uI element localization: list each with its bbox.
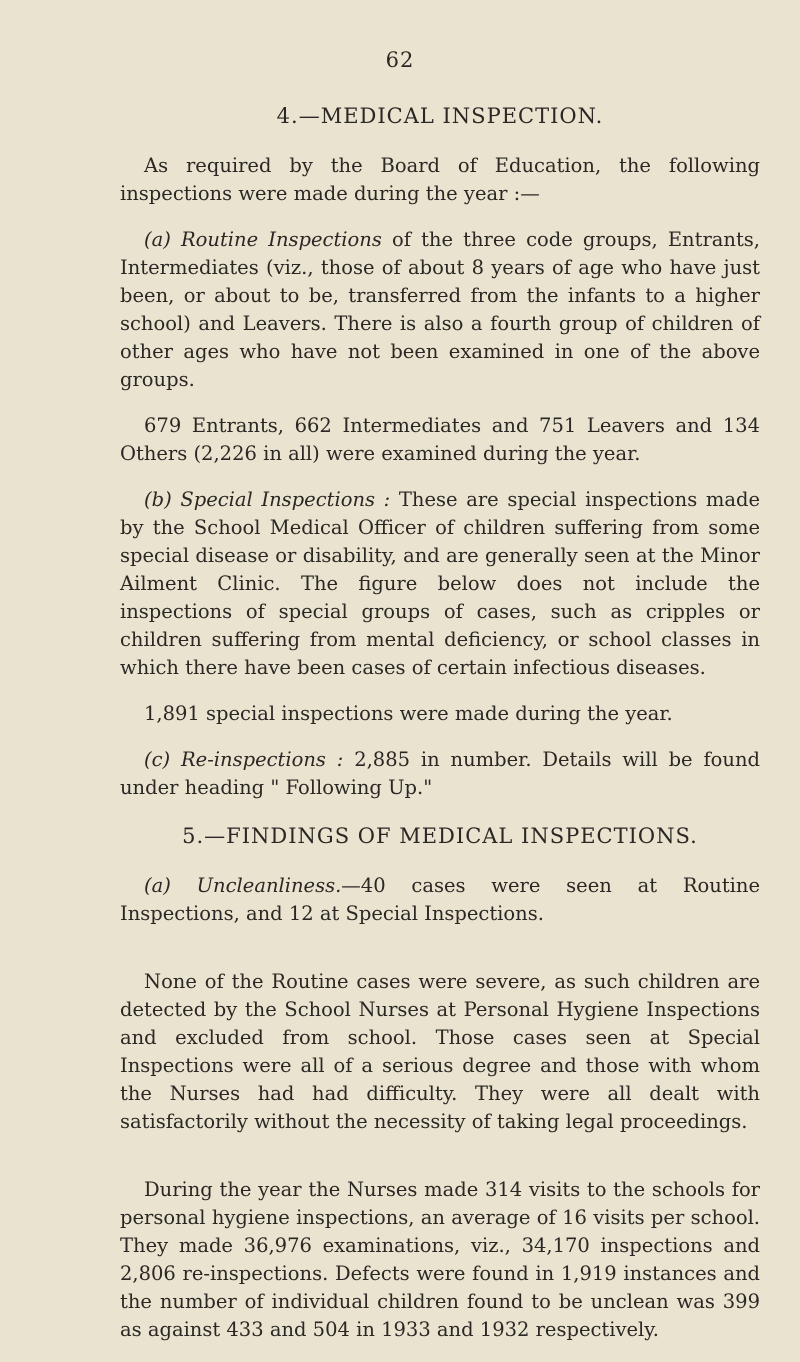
uncleanliness-label: (a) Uncleanliness. (144, 874, 342, 897)
nurses-visits-paragraph: During the year the Nurses made 314 visits to the schools for personal hygiene inspections, an average of 16 visits per school. They made 36,976 examinations, viz., 34,170 inspections and 2,806 re-inspections. Defects were found in 1,919 instances and the number of individual children found to be unclean was 399 as against 433 and 504 in 1933 and 1932 respectively. (120, 1178, 760, 1341)
routine-cases-paragraph: None of the Routine cases were severe, as such children are detected by the School Nurses at Personal Hygiene Inspections and excluded from school. Those cases seen at Special Inspections were all of a serious degree and those with whom the Nurses had had difficulty. They were all dealt with satisfactorily without the necessity of taking legal proceedings. (120, 970, 760, 1133)
re-inspections-text: 2,885 in number. Details will be found under heading " Following Up." (120, 748, 761, 799)
routine-inspections-text: of the three code groups, Entrants, Intermediates (viz., those of about 8 years of age who have just been, or about to be, transferred from the infants to a higher school) and Leavers. There is also a fourth group of children of other ages who have not been examined in one of the above groups. (120, 228, 761, 391)
section-4-heading: 4.—MEDICAL INSPECTION. (276, 104, 604, 128)
special-inspections-count: 1,891 special inspections were made during the year. (144, 702, 673, 725)
uncleanliness-text: —40 cases were seen at Routine Inspections, and 12 at Special Inspections. (120, 874, 760, 925)
routine-inspections-label: (a) Routine Inspections (144, 228, 382, 251)
section-5-heading: 5.—FINDINGS OF MEDICAL INSPECTIONS. (182, 824, 698, 848)
special-inspections-text: These are special inspections made by the School Medical Officer of children suffering from some special disease or disability, and are generally seen at the Minor Ailment Clinic. The figure below does not include the inspections of special groups of cases, such as cripples or children suffering from mental deficiency, or school classes in which there have been cases of certain infectious diseases. (120, 488, 761, 679)
re-inspections-label: (c) Re-inspections : (144, 748, 344, 771)
document-body (120, 82, 760, 1362)
routine-inspections-paragraph (120, 226, 760, 394)
special-inspections-paragraph (120, 486, 760, 682)
section-4-intro: As required by the Board of Education, the following inspections were made during the year :— (120, 154, 760, 205)
page-number: 62 (385, 48, 415, 72)
special-inspections-label: (b) Special Inspections : (144, 488, 391, 511)
examined-counts: 679 Entrants, 662 Intermediates and 751 Leavers and 134 Others (2,226 in all) were examined during the year. (120, 414, 760, 465)
uncleanliness-paragraph (120, 872, 760, 928)
re-inspections-paragraph (120, 746, 760, 802)
